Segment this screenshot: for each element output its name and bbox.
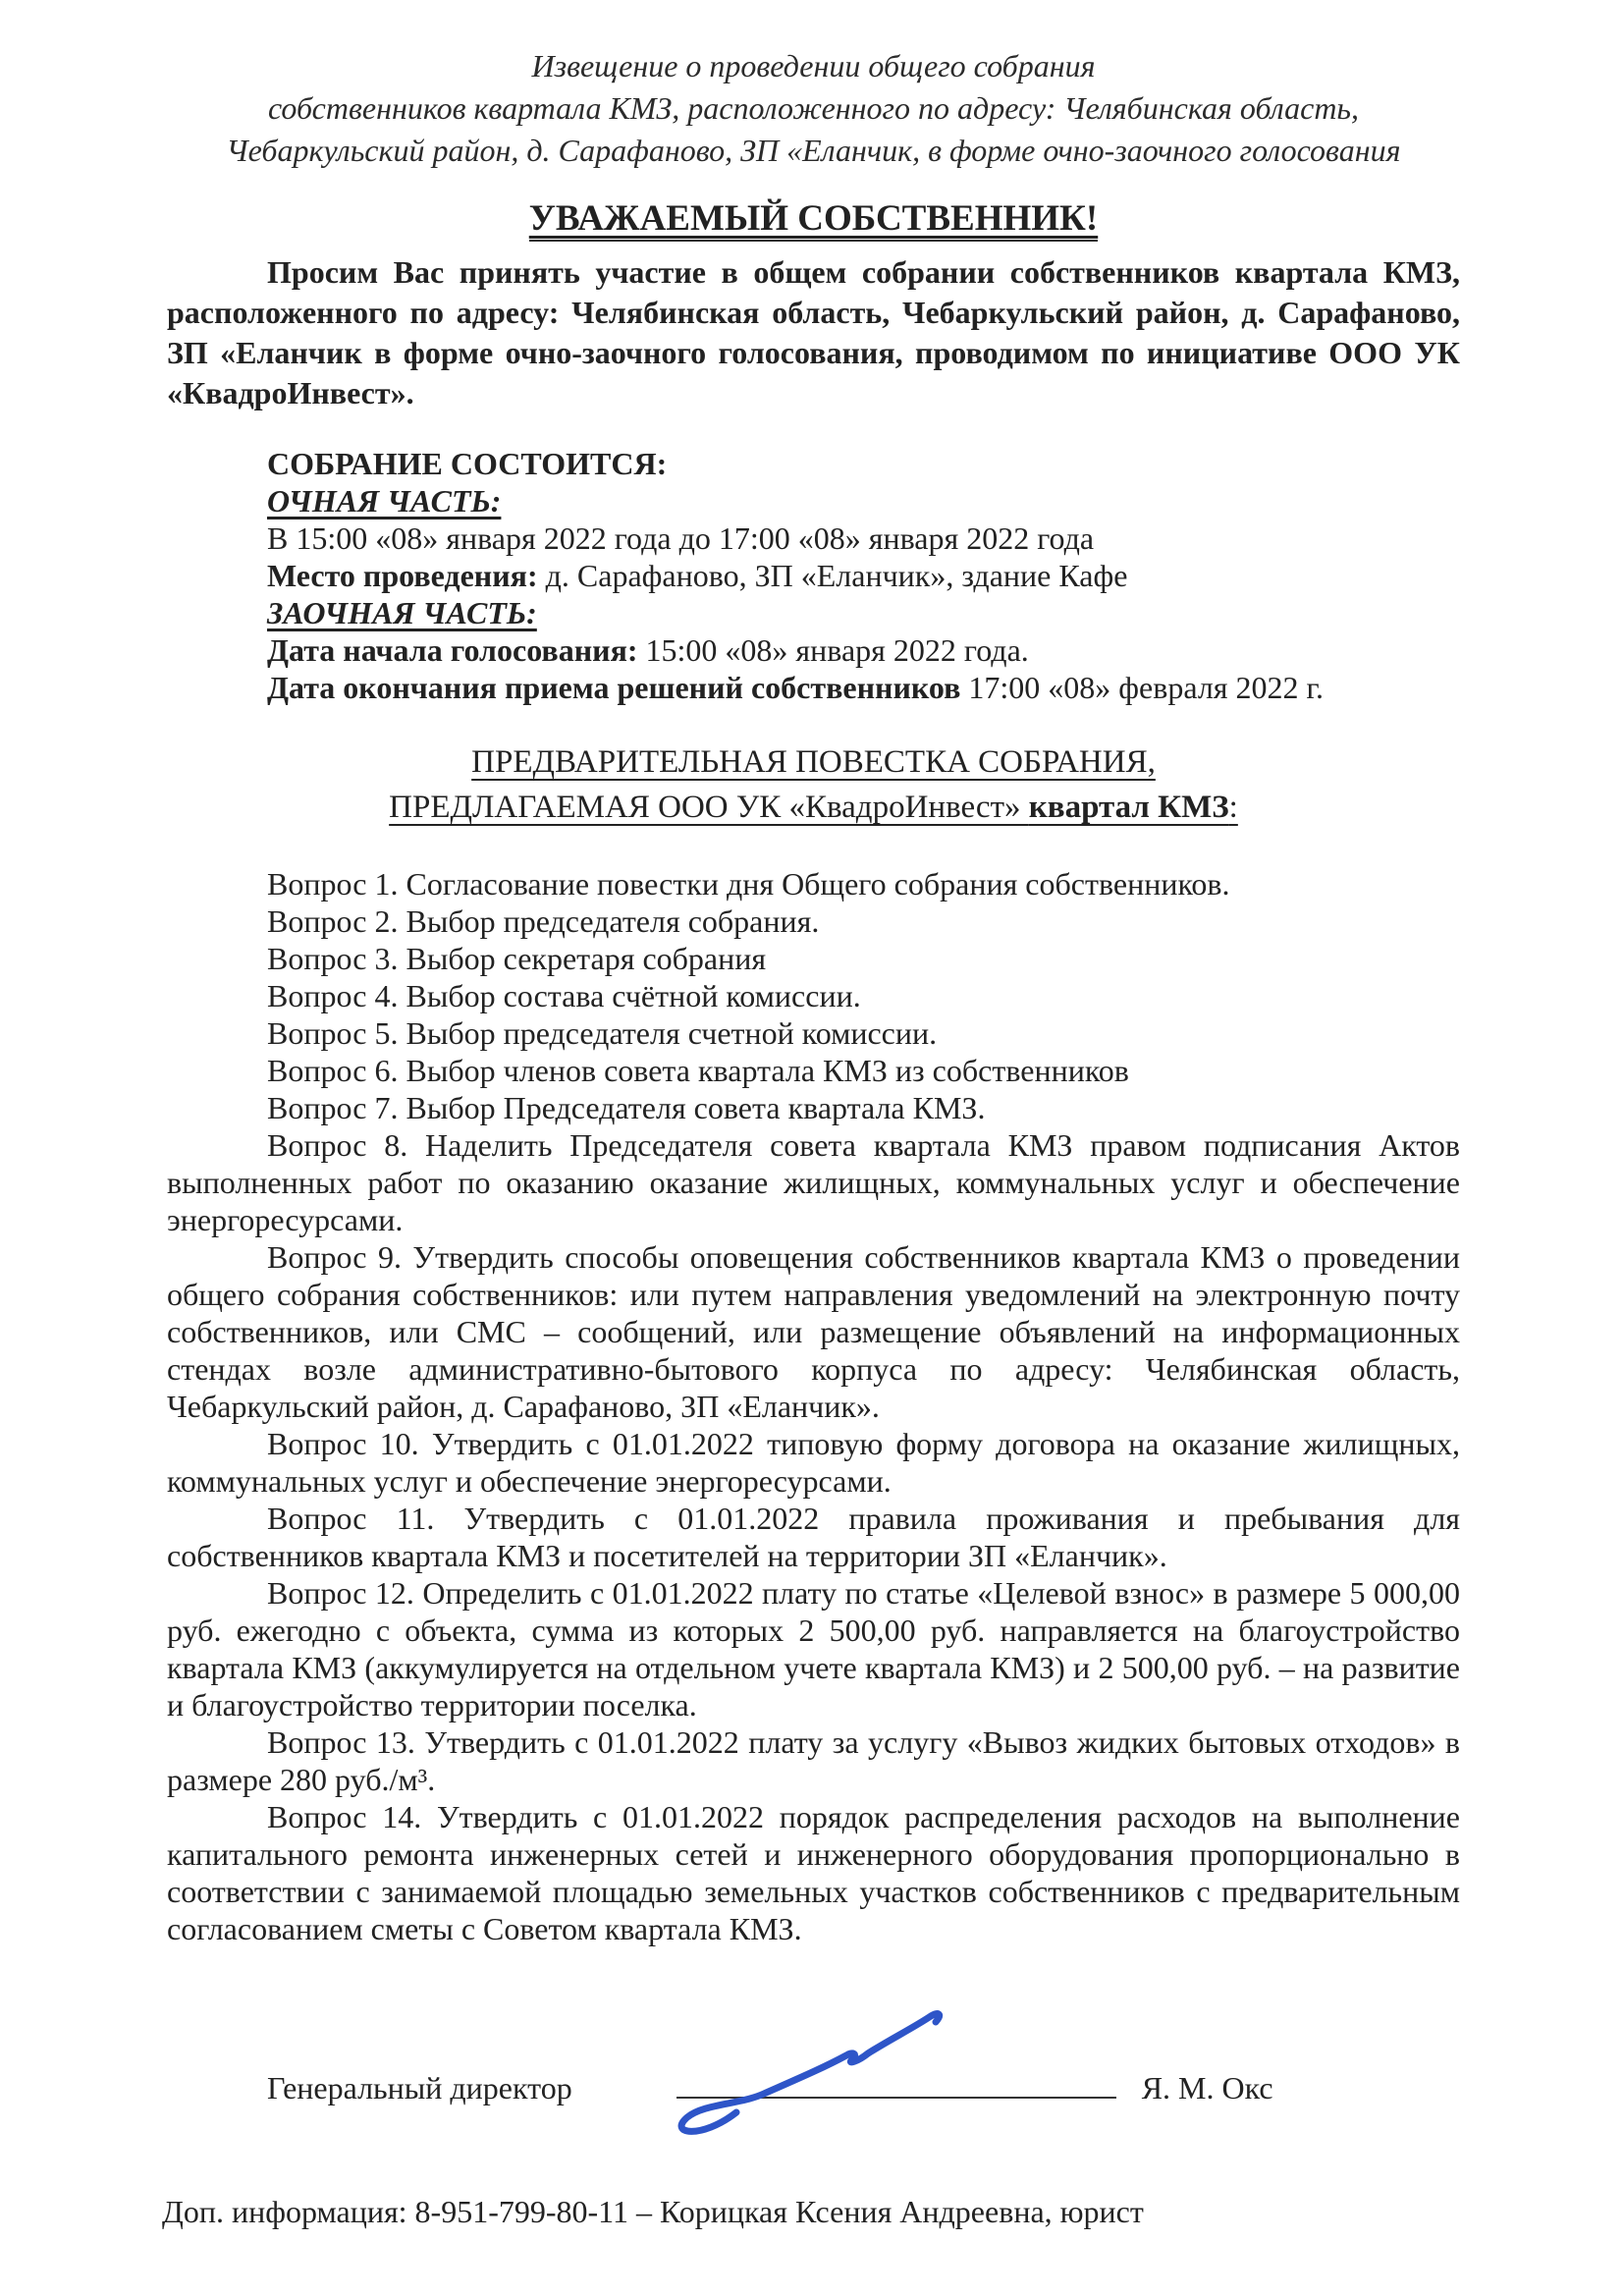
- greeting-title: УВАЖАЕМЫЙ СОБСТВЕННИК!: [167, 195, 1460, 243]
- intro-paragraph: Просим Вас принять участие в общем собрании собственников квартала КМЗ, расположенного по адресу: Челябинская область, Чебаркульский район, д. Сарафаново, ЗП «Еланчик в форме очно-заочного голосования, проводимом по инициативе ООО УК «КвадроИнвест».: [167, 254, 1460, 410]
- in-person-time: В 15:00 «08» января 2022 года до 17:00 «08» января 2022 года: [267, 520, 1095, 556]
- signatory-name: Я. М. Окс: [1141, 2070, 1273, 2105]
- agenda-item: Вопрос 9. Утвердить способы оповещения собственников квартала КМЗ о проведении общего собрания собственников: или путем направления уведомлений на электронную почту собственников, или СМС – сообщений, или размещение объявлений на информационных стендах возле административно-бытового корпуса по адресу: Челябинская область, Чебаркульский район, д. Сарафаново, ЗП «Еланчик».: [167, 1239, 1460, 1424]
- agenda-item: Вопрос 4. Выбор состава счётной комиссии.: [267, 978, 861, 1013]
- signature-line: [676, 2063, 1116, 2099]
- document-header: [167, 45, 1460, 172]
- agenda-title: [167, 739, 1460, 830]
- vote-start-date: Дата начала голосования: 15:00 «08» января 2022 года.: [267, 632, 1029, 668]
- agenda-list: [167, 865, 1460, 1947]
- signature-block: [267, 2063, 1460, 2111]
- vote-end-date: Дата окончания приема решений собственников 17:00 «08» февраля 2022 г.: [267, 670, 1325, 705]
- agenda-item: Вопрос 11. Утвердить с 01.01.2022 правила проживания и пребывания для собственников квартала КМЗ и посетителей на территории ЗП «Еланчик».: [167, 1501, 1460, 1573]
- header-line-1: Извещение о проведении общего собрания: [531, 48, 1096, 83]
- meeting-schedule: [267, 445, 1460, 706]
- agenda-item: Вопрос 14. Утвердить с 01.01.2022 порядок распределения расходов на выполнение капитального ремонта инженерных сетей и инженерного оборудования пропорционально в соответствии с занимаемой площадью земельных участков собственников с предварительным согласованием сметы с Советом квартала КМЗ.: [167, 1799, 1460, 1946]
- meeting-heading: СОБРАНИЕ СОСТОИТСЯ:: [267, 446, 668, 481]
- meeting-location: Место проведения: д. Сарафаново, ЗП «Еланчик», здание Кафе: [267, 558, 1128, 593]
- in-person-part-heading: ОЧНАЯ ЧАСТЬ:: [267, 483, 502, 519]
- header-line-2: собственников квартала КМЗ, расположенного по адресу: Челябинская область,: [268, 90, 1359, 126]
- agenda-item: Вопрос 1. Согласование повестки дня Общего собрания собственников.: [267, 866, 1230, 902]
- agenda-item: Вопрос 5. Выбор председателя счетной комиссии.: [267, 1015, 938, 1051]
- agenda-item: Вопрос 2. Выбор председателя собрания.: [267, 903, 820, 939]
- agenda-title-line-2: ПРЕДЛАГАЕМАЯ ООО УК «КвадроИнвест» квартал КМЗ:: [389, 790, 1238, 825]
- agenda-item: Вопрос 3. Выбор секретаря собрания: [267, 941, 767, 976]
- absentee-part-heading: ЗАОЧНАЯ ЧАСТЬ:: [267, 595, 537, 630]
- agenda-item: Вопрос 6. Выбор членов совета квартала КМЗ из собственников: [267, 1053, 1129, 1088]
- agenda-title-line-1: ПРЕДВАРИТЕЛЬНАЯ ПОВЕСТКА СОБРАНИЯ,: [471, 744, 1156, 780]
- agenda-item: Вопрос 8. Наделить Председателя совета квартала КМЗ правом подписания Актов выполненных работ по оказанию оказание жилищных, коммунальных услуг и обеспечение энергоресурсами.: [167, 1127, 1460, 1237]
- agenda-item: Вопрос 7. Выбор Председателя совета квартала КМЗ.: [267, 1090, 986, 1125]
- agenda-item: Вопрос 12. Определить с 01.01.2022 плату по статье «Целевой взнос» в размере 5 000,00 руб. ежегодно с объекта, сумма из которых 2 500,00 руб. направляется на благоустройство квартала КМЗ (аккумулируется на отдельном учете квартала КМЗ) и 2 500,00 руб. – на развитие и благоустройство территории поселка.: [167, 1575, 1460, 1722]
- agenda-item: Вопрос 10. Утвердить с 01.01.2022 типовую форму договора на оказание жилищных, коммунальных услуг и обеспечение энергоресурсами.: [167, 1426, 1460, 1499]
- header-line-3: Чебаркульский район, д. Сарафаново, ЗП «Еланчик, в форме очно-заочного голосования: [226, 133, 1401, 168]
- signatory-role: Генеральный директор: [267, 2070, 572, 2105]
- footer-contact: Доп. информация: 8-951-799-80-11 – Корицкая Ксения Андреевна, юрист: [162, 2194, 1144, 2229]
- agenda-item: Вопрос 13. Утвердить с 01.01.2022 плату за услугу «Вывоз жидких бытовых отходов» в размере 280 руб./м³.: [167, 1724, 1460, 1797]
